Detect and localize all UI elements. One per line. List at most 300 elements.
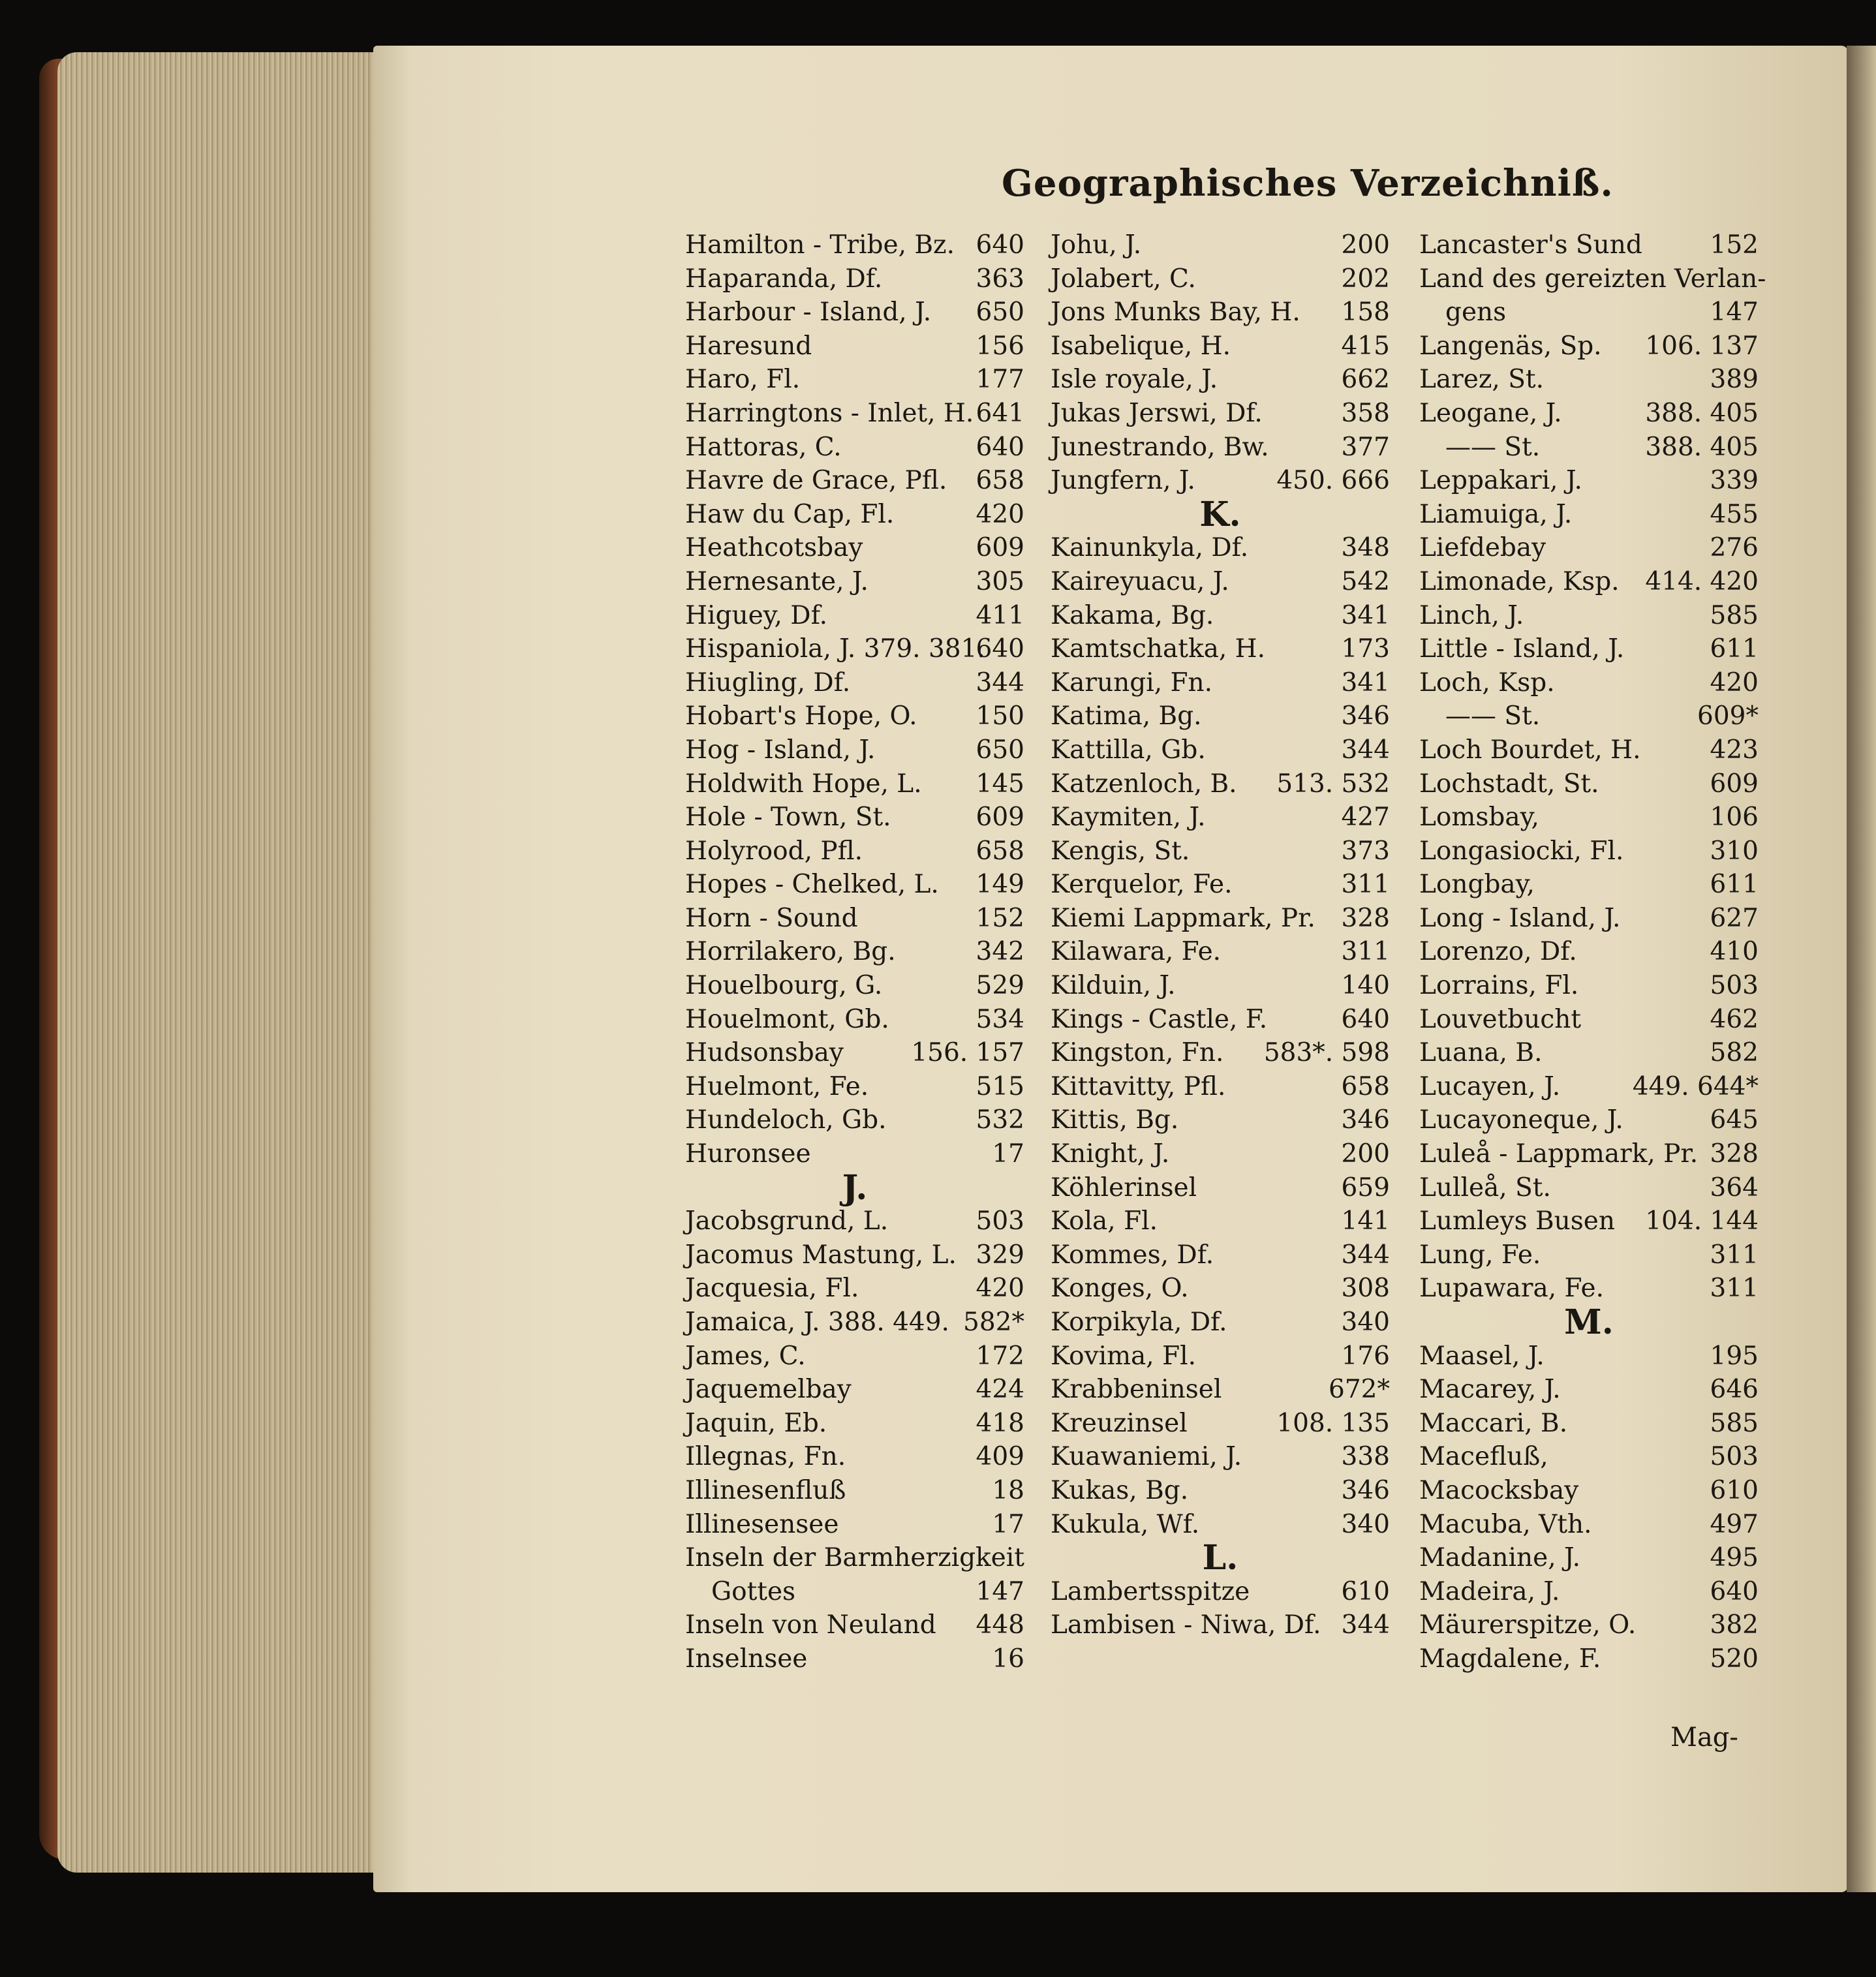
entry-page-ref: 640: [1710, 1576, 1759, 1606]
entry-page-ref: 344: [976, 667, 1024, 697]
entry-page-ref: 609: [976, 803, 1024, 833]
entry-page-ref: 650: [976, 298, 1024, 328]
entry-page-ref: 363: [976, 264, 1024, 294]
entry-page-ref: 16: [992, 1644, 1024, 1674]
entry-page-ref: 497: [1710, 1509, 1759, 1539]
index-entry: [1051, 666, 1390, 700]
entry-name: Hog - Island, J.: [685, 735, 876, 765]
entry-page-ref: 610: [1710, 1475, 1759, 1505]
index-entry: [685, 498, 1024, 532]
entry-page-ref: 650: [976, 735, 1024, 765]
entry-page-ref: 503: [1710, 1442, 1759, 1472]
index-entry: [1419, 1238, 1759, 1272]
entry-name: Lambertsspitze: [1051, 1576, 1250, 1606]
entry-name: Loch, Ksp.: [1419, 667, 1555, 697]
entry-name: Loch Bourdet, H.: [1419, 735, 1641, 765]
entry-name: Lochstadt, St.: [1419, 769, 1599, 799]
index-entry: [1051, 397, 1390, 431]
entry-name: Lupawara, Fe.: [1419, 1274, 1604, 1304]
index-entry: [1419, 733, 1759, 767]
index-entry: [1051, 1508, 1390, 1542]
index-entry: [685, 1541, 1024, 1575]
entry-page-ref: 423: [1710, 735, 1759, 765]
entry-name: Kittavitty, Pfl.: [1051, 1071, 1226, 1101]
entry-page-ref: 147: [976, 1576, 1024, 1606]
entry-name: Hiugling, Df.: [685, 667, 851, 697]
entry-name: Kings - Castle, F.: [1051, 1004, 1268, 1034]
entry-name: Lomsbay,: [1419, 803, 1539, 833]
entry-name: Madeira, J.: [1419, 1576, 1560, 1606]
entry-page-ref: 503: [1710, 971, 1759, 1001]
entry-page-ref: 344: [1341, 735, 1390, 765]
entry-page-ref: 341: [1341, 600, 1390, 630]
section-letter-heading: K.: [1199, 494, 1241, 534]
entry-name: Isle royale, J.: [1051, 365, 1218, 395]
entry-name: Hole - Town, St.: [685, 803, 891, 833]
index-entry: [1051, 464, 1390, 498]
index-entry: [1419, 1575, 1759, 1609]
entry-name: Horrilakero, Bg.: [685, 937, 896, 967]
entry-page-ref: 609: [1710, 769, 1759, 799]
entry-name: Kingston, Fn.: [1051, 1038, 1224, 1068]
entry-page-ref: 104. 144: [1645, 1206, 1759, 1236]
index-entry: [685, 330, 1024, 363]
entry-name: Hamilton - Tribe, Bz.: [685, 230, 955, 260]
entry-page-ref: 659: [1341, 1172, 1390, 1203]
entry-name: Horn - Sound: [685, 903, 858, 933]
entry-page-ref: 328: [1341, 903, 1390, 933]
entry-name: Jukas Jerswi, Df.: [1051, 398, 1263, 428]
entry-name: Maccari, B.: [1419, 1408, 1568, 1438]
index-entry: [685, 902, 1024, 936]
entry-name: Inseln der Barmherzigkeit: [685, 1543, 1024, 1573]
entry-name: Kilduin, J.: [1051, 971, 1176, 1001]
entry-name: Jolabert, C.: [1051, 264, 1196, 294]
entry-name: Jaquin, Eb.: [685, 1408, 827, 1438]
index-entry: [685, 397, 1024, 431]
index-entry: [1051, 868, 1390, 902]
entry-page-ref: 172: [976, 1341, 1024, 1371]
entry-name: Isabelique, H.: [1051, 331, 1231, 361]
index-entry: [1051, 1608, 1390, 1642]
entry-name: Jons Munks Bay, H.: [1051, 298, 1300, 328]
index-entry: [685, 1003, 1024, 1037]
index-entry: [1419, 1171, 1759, 1205]
entry-page-ref: 409: [976, 1442, 1024, 1472]
entry-page-ref: 662: [1341, 365, 1390, 395]
index-entry: [685, 1204, 1024, 1238]
entry-name: Magdalene, F.: [1419, 1644, 1601, 1674]
entry-page-ref: 658: [976, 836, 1024, 866]
entry-page-ref: 106. 137: [1645, 331, 1759, 361]
index-entry: [685, 699, 1024, 733]
entry-page-ref: 388. 405: [1645, 398, 1759, 428]
entry-page-ref: 305: [976, 566, 1024, 596]
entry-name: Lung, Fe.: [1419, 1240, 1541, 1270]
index-entry: [685, 969, 1024, 1003]
entry-page-ref: 202: [1341, 264, 1390, 294]
index-entry: [1419, 1474, 1759, 1508]
entry-page-ref: 329: [976, 1240, 1024, 1270]
index-entry: [1419, 1407, 1759, 1441]
entry-page-ref: 344: [1341, 1610, 1390, 1640]
entry-name: Jacomus Mastung, L.: [685, 1240, 957, 1270]
index-entry: [685, 1642, 1024, 1676]
index-entry: [1419, 262, 1766, 296]
entry-page-ref: 418: [976, 1408, 1024, 1438]
entry-name: Macocksbay: [1419, 1475, 1579, 1505]
entry-name: Havre de Grace, Pfl.: [685, 466, 947, 496]
entry-page-ref: 373: [1341, 836, 1390, 866]
entry-name: Kilawara, Fe.: [1051, 937, 1222, 967]
entry-page-ref: 17: [992, 1509, 1024, 1539]
entry-name: Katzenloch, B.: [1051, 769, 1237, 799]
entry-page-ref: 582*: [963, 1308, 1024, 1337]
entry-name: Kainunkyla, Df.: [1051, 533, 1249, 563]
index-entry: [685, 935, 1024, 969]
entry-name: Kreuzinsel: [1051, 1408, 1188, 1438]
index-entry: [1419, 1642, 1759, 1676]
index-entry: [1419, 397, 1759, 431]
index-entry: [1419, 902, 1759, 936]
index-entry: [685, 431, 1024, 465]
index-entry: [1051, 902, 1390, 936]
entry-page-ref: 17: [992, 1139, 1024, 1169]
index-entry: [1051, 1171, 1390, 1205]
entry-page-ref: 640: [976, 634, 1024, 664]
index-entry: [1419, 699, 1759, 733]
entry-name: Johu, J.: [1051, 230, 1142, 260]
entry-page-ref: 658: [976, 466, 1024, 496]
entry-name: Hattoras, C.: [685, 432, 842, 462]
entry-name: Little - Island, J.: [1419, 634, 1625, 664]
index-entry: [1051, 330, 1390, 363]
index-entry: [1419, 1608, 1759, 1642]
entry-name: Kaymiten, J.: [1051, 803, 1206, 833]
entry-page-ref: 311: [1710, 1274, 1759, 1304]
entry-name: Hundeloch, Gb.: [685, 1105, 887, 1135]
entry-page-ref: 585: [1710, 600, 1759, 630]
entry-page-ref: 462: [1710, 1004, 1759, 1034]
entry-page-ref: 515: [976, 1071, 1024, 1101]
entry-name: Heathcotsbay: [685, 533, 863, 563]
index-entry: [1419, 1036, 1759, 1070]
index-entry: [685, 1103, 1024, 1137]
entry-name: Madanine, J.: [1419, 1543, 1580, 1573]
entry-name: Lucayoneque, J.: [1419, 1105, 1623, 1135]
index-column-2: [1051, 228, 1390, 1642]
entry-page-ref: 348: [1341, 533, 1390, 563]
index-entry: [1419, 1373, 1759, 1407]
index-entry: [685, 1070, 1024, 1104]
index-entry: [1051, 1204, 1390, 1238]
entry-name: Hispaniola, J. 379. 381.: [685, 634, 985, 664]
entry-name: Haro, Fl.: [685, 365, 801, 395]
entry-page-ref: 328: [1710, 1139, 1759, 1169]
entry-name: Louvetbucht: [1419, 1004, 1581, 1034]
entry-page-ref: 420: [1710, 667, 1759, 697]
entry-page-ref: 503: [976, 1206, 1024, 1236]
entry-name: Leppakari, J.: [1419, 466, 1582, 496]
entry-page-ref: 641: [976, 398, 1024, 428]
index-column-3: [1419, 228, 1766, 1676]
entry-page-ref: 149: [976, 870, 1024, 900]
entry-name: Langenäs, Sp.: [1419, 331, 1602, 361]
entry-page-ref: 276: [1710, 533, 1759, 563]
index-entry: [1419, 228, 1759, 262]
section-letter-heading: M.: [1564, 1302, 1614, 1342]
index-entry: [685, 531, 1024, 565]
entry-page-ref: 609*: [1697, 701, 1759, 731]
entry-name: Longasiocki, Fl.: [1419, 836, 1624, 866]
index-entry: [1419, 599, 1759, 633]
entry-name: Kukula, Wf.: [1051, 1509, 1200, 1539]
index-entry: [1419, 498, 1759, 532]
entry-name: Macarey, J.: [1419, 1375, 1561, 1405]
entry-page-ref: 200: [1341, 1139, 1390, 1169]
index-entry: [685, 1575, 1024, 1609]
entry-page-ref: 640: [976, 230, 1024, 260]
entry-name: Junestrando, Bw.: [1051, 432, 1269, 462]
entry-name: Jacquesia, Fl.: [685, 1274, 859, 1304]
index-entry: [1419, 1340, 1759, 1373]
entry-page-ref: 173: [1341, 634, 1390, 664]
index-entry: [685, 363, 1024, 397]
index-entry: [1419, 1103, 1759, 1137]
entry-page-ref: 495: [1710, 1543, 1759, 1573]
entry-name: Houelbourg, G.: [685, 971, 883, 1001]
entry-page-ref: 627: [1710, 903, 1759, 933]
entry-page-ref: 156: [976, 331, 1024, 361]
entry-name: Illinesenfluß: [685, 1475, 846, 1505]
entry-name: Inseln von Neuland: [685, 1610, 936, 1640]
entry-name: Kengis, St.: [1051, 836, 1190, 866]
entry-name: Limonade, Ksp.: [1419, 566, 1620, 596]
entry-name: Gottes: [711, 1576, 796, 1606]
entry-name: Jamaica, J. 388. 449.: [685, 1308, 949, 1337]
entry-name: Kittis, Bg.: [1051, 1105, 1179, 1135]
index-entry: [1419, 1508, 1759, 1542]
entry-name: Luleå - Lappmark, Pr.: [1419, 1139, 1699, 1169]
entry-name: Hopes - Chelked, L.: [685, 870, 939, 900]
entry-page-ref: 140: [1341, 971, 1390, 1001]
entry-name: Huelmont, Fe.: [685, 1071, 869, 1101]
entry-page-ref: 311: [1341, 937, 1390, 967]
entry-page-ref: 339: [1710, 466, 1759, 496]
entry-page-ref: 420: [976, 499, 1024, 529]
index-entry: [1051, 262, 1390, 296]
index-entry: [1051, 431, 1390, 465]
index-entry: [1419, 666, 1759, 700]
entry-page-ref: 585: [1710, 1408, 1759, 1438]
entry-page-ref: 610: [1341, 1576, 1390, 1606]
index-entry: [1051, 1272, 1390, 1306]
entry-page-ref: 310: [1710, 836, 1759, 866]
index-entry: [1419, 1070, 1759, 1104]
entry-page-ref: 152: [976, 903, 1024, 933]
entry-page-ref: 338: [1341, 1442, 1390, 1472]
index-entry: [1051, 1036, 1390, 1070]
entry-name: Lancaster's Sund: [1419, 230, 1642, 260]
entry-page-ref: 382: [1710, 1610, 1759, 1640]
entry-name: Korpikyla, Df.: [1051, 1308, 1227, 1337]
index-entry: [1051, 1575, 1390, 1609]
index-entry: [685, 801, 1024, 835]
page-edges: [57, 52, 384, 1873]
index-entry: [685, 1238, 1024, 1272]
index-entry: [685, 262, 1024, 296]
entry-page-ref: 141: [1341, 1206, 1390, 1236]
index-entry: [685, 296, 1024, 330]
index-entry: [685, 1508, 1024, 1542]
entry-name: Kovima, Fl.: [1051, 1341, 1197, 1371]
entry-page-ref: 410: [1710, 937, 1759, 967]
entry-page-ref: 145: [976, 769, 1024, 799]
entry-page-ref: 341: [1341, 667, 1390, 697]
entry-name: Maasel, J.: [1419, 1341, 1545, 1371]
entry-name: Hobart's Hope, O.: [685, 701, 917, 731]
entry-page-ref: 450. 666: [1276, 466, 1390, 496]
index-entry: [1419, 1272, 1759, 1306]
index-entry: [1051, 969, 1390, 1003]
index-entry: [1419, 531, 1759, 565]
entry-page-ref: 346: [1341, 1475, 1390, 1505]
entry-page-ref: 152: [1710, 230, 1759, 260]
entry-name: Haparanda, Df.: [685, 264, 883, 294]
entry-page-ref: 106: [1710, 803, 1759, 833]
index-entry: [1419, 565, 1759, 599]
index-entry: [1419, 1440, 1759, 1474]
index-entry: [1419, 431, 1759, 465]
entry-page-ref: 448: [976, 1610, 1024, 1640]
entry-page-ref: 156. 157: [911, 1038, 1024, 1068]
entry-name: Houelmont, Gb.: [685, 1004, 889, 1034]
entry-page-ref: 364: [1710, 1172, 1759, 1203]
entry-name: Huronsee: [685, 1139, 811, 1169]
entry-name: Lulleå, St.: [1419, 1172, 1551, 1203]
index-entry: [1419, 835, 1759, 868]
page-title: Geographisches Verzeichniß.: [1002, 162, 1614, 205]
entry-page-ref: 411: [976, 600, 1024, 630]
entry-name: Lucayen, J.: [1419, 1071, 1561, 1101]
index-entry: [1051, 935, 1390, 969]
entry-page-ref: 108. 135: [1276, 1408, 1390, 1438]
index-entry: [685, 1137, 1024, 1171]
entry-page-ref: 340: [1341, 1509, 1390, 1539]
entry-page-ref: 195: [1710, 1341, 1759, 1371]
index-entry: [685, 1306, 1024, 1340]
entry-name: Liamuiga, J.: [1419, 499, 1573, 529]
entry-page-ref: 420: [976, 1274, 1024, 1304]
entry-page-ref: 346: [1341, 1105, 1390, 1135]
entry-name: Kukas, Bg.: [1051, 1475, 1189, 1505]
index-entry: [1051, 363, 1390, 397]
entry-name: Macuba, Vth.: [1419, 1509, 1592, 1539]
entry-page-ref: 424: [976, 1375, 1024, 1405]
index-entry: [685, 1474, 1024, 1508]
entry-page-ref: 455: [1710, 499, 1759, 529]
entry-name: Jaquemelbay: [685, 1375, 852, 1405]
index-entry: [1051, 1340, 1390, 1373]
entry-name: Kuawaniemi, J.: [1051, 1442, 1242, 1472]
index-entry: [1051, 1373, 1390, 1407]
entry-page-ref: 529: [976, 971, 1024, 1001]
index-entry: [1419, 464, 1759, 498]
index-entry: [1051, 1103, 1390, 1137]
index-entry: [685, 767, 1024, 801]
index-entry: [685, 1036, 1024, 1070]
entry-name: Lorenzo, Df.: [1419, 937, 1577, 967]
catchword: Mag-: [1670, 1723, 1738, 1753]
entry-name: James, C.: [685, 1341, 806, 1371]
entry-name: Kaireyuacu, J.: [1051, 566, 1229, 596]
entry-page-ref: 583*. 598: [1263, 1038, 1390, 1068]
index-entry: [685, 599, 1024, 633]
entry-page-ref: 611: [1710, 870, 1759, 900]
index-entry: [1051, 1306, 1390, 1340]
entry-name: Macefluß,: [1419, 1442, 1548, 1472]
index-entry: [1419, 363, 1759, 397]
entry-page-ref: 389: [1710, 365, 1759, 395]
entry-name: Harbour - Island, J.: [685, 298, 932, 328]
index-column-1: [685, 228, 1024, 1676]
index-entry: [1051, 599, 1390, 633]
entry-name: Leogane, J.: [1419, 398, 1562, 428]
entry-page-ref: 311: [1710, 1240, 1759, 1270]
entry-page-ref: 415: [1341, 331, 1390, 361]
entry-name: Linch, J.: [1419, 600, 1524, 630]
entry-page-ref: 158: [1341, 298, 1390, 328]
index-entry: [1051, 228, 1390, 262]
entry-name: Kakama, Bg.: [1051, 600, 1214, 630]
index-entry: [1051, 1137, 1390, 1171]
entry-name: Long - Island, J.: [1419, 903, 1621, 933]
entry-name: —— St.: [1445, 432, 1541, 462]
entry-page-ref: 513. 532: [1276, 769, 1390, 799]
index-entry: [685, 1272, 1024, 1306]
entry-name: Lumleys Busen: [1419, 1206, 1615, 1236]
index-entry: [1051, 767, 1390, 801]
section-letter-heading: L.: [1202, 1538, 1238, 1578]
entry-name: Holdwith Hope, L.: [685, 769, 922, 799]
entry-name: Kamtschatka, H.: [1051, 634, 1266, 664]
section-letter-heading: J.: [842, 1167, 868, 1208]
entry-page-ref: 449. 644*: [1632, 1071, 1759, 1101]
entry-page-ref: 609: [976, 533, 1024, 563]
index-entry: [685, 868, 1024, 902]
index-entry: [1051, 531, 1390, 565]
index-entry: [1419, 632, 1759, 666]
entry-page-ref: 414. 420: [1645, 566, 1759, 596]
entry-name: Longbay,: [1419, 870, 1535, 900]
index-entry: [1051, 296, 1390, 330]
index-entry: [1419, 1137, 1759, 1171]
facing-page-edge: [1847, 46, 1876, 1892]
entry-name: Konges, O.: [1051, 1274, 1189, 1304]
index-entry: [1419, 969, 1759, 1003]
index-entry: [685, 666, 1024, 700]
entry-name: gens: [1445, 298, 1507, 328]
entry-page-ref: 542: [1341, 566, 1390, 596]
entry-name: Knight, J.: [1051, 1139, 1170, 1169]
entry-page-ref: 534: [976, 1004, 1024, 1034]
index-entry: [685, 228, 1024, 262]
index-entry: [1051, 835, 1390, 868]
entry-page-ref: 358: [1341, 398, 1390, 428]
index-entry: [1051, 1070, 1390, 1104]
entry-name: Karungi, Fn.: [1051, 667, 1213, 697]
index-entry: [1419, 935, 1759, 969]
